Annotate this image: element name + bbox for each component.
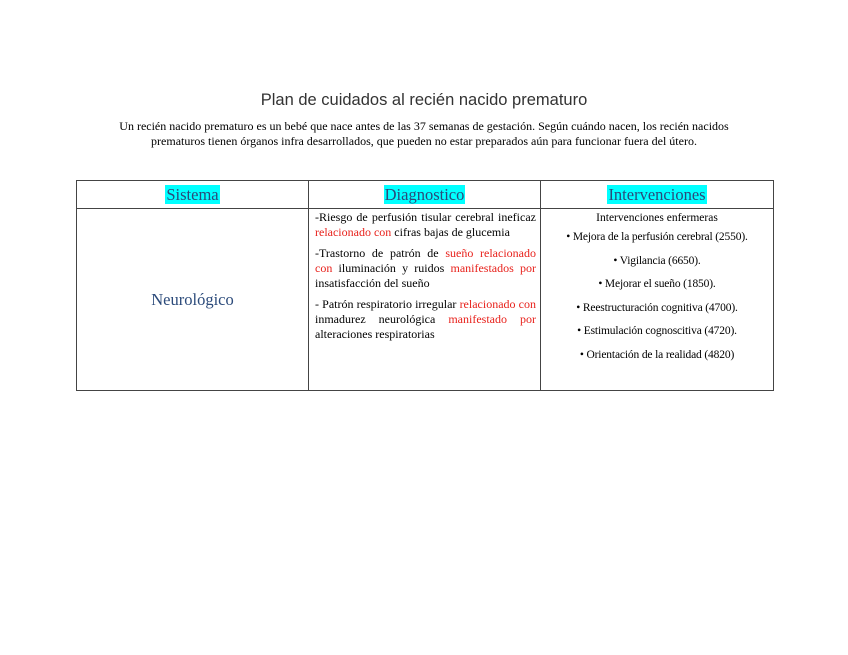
care-plan-table: [76, 180, 774, 391]
diagnosis-text: cifras bajas de glucemia: [391, 225, 510, 239]
diagnosis-text: - Patrón respiratorio irregular: [315, 297, 460, 311]
table-row: [77, 209, 774, 391]
system-cell: [77, 209, 309, 391]
intervention-item: • Orientación de la realidad (4820): [579, 348, 735, 361]
interventions-heading: Intervenciones enfermeras: [596, 212, 718, 224]
header-intervenciones-label: Intervenciones: [608, 184, 706, 204]
diagnosis-item: [315, 210, 536, 240]
diagnosis-text: -Trastorno de patrón de: [315, 246, 446, 260]
system-name: Neurológico: [151, 289, 234, 309]
interventions-cell: [541, 209, 774, 391]
intervention-item: • Vigilancia (6650).: [613, 254, 701, 267]
header-intervenciones: [541, 181, 774, 209]
diagnosis-keyword: relacionado con: [315, 225, 392, 239]
diagnosis-keyword: relacionado con: [459, 297, 537, 311]
intervention-item: • Reestructuración cognitiva (4700).: [576, 301, 738, 314]
table-header-row: [77, 181, 774, 209]
intervention-item: • Estimulación cognoscitiva (4720).: [577, 325, 737, 337]
diagnosis-item: [315, 246, 536, 291]
document-title: Plan de cuidados al recién nacido prematuro: [260, 91, 588, 109]
header-sistema-label: Sistema: [166, 184, 219, 204]
intro-line-2: prematuros tienen órganos infra desarrollados, que pueden no estar preparados aún para funcionar fuera del útero.: [151, 134, 697, 148]
intervention-item: • Mejora de la perfusión cerebral (2550).: [566, 231, 748, 243]
diagnosis-item: [315, 297, 536, 342]
intro-paragraph: [90, 119, 758, 149]
intro-line-1: Un recién nacido prematuro es un bebé que nace antes de las 37 semanas de gestación. Según cuándo nacen, los recién nacidos: [119, 119, 729, 133]
diagnosis-text: iluminación y ruidos: [332, 261, 451, 275]
diagnosis-text: insatisfacción del sueño: [315, 276, 430, 290]
diagnosis-cell: [309, 209, 541, 391]
diagnosis-text: -Riesgo de perfusión tisular cerebral ineficaz: [315, 210, 536, 224]
diagnosis-text: alteraciones respiratorias: [315, 327, 435, 341]
diagnosis-keyword: manifestado por: [448, 312, 536, 326]
diagnosis-keyword: manifestados por: [450, 261, 537, 275]
intervention-item: • Mejorar el sueño (1850).: [598, 278, 716, 290]
header-diagnostico-label: Diagnostico: [384, 184, 465, 204]
header-sistema: [77, 181, 309, 209]
diagnosis-text: inmadurez neurológica: [315, 312, 449, 326]
diagnosis-keyword: sueño relacionado con: [315, 246, 536, 275]
header-diagnostico: [309, 181, 541, 209]
